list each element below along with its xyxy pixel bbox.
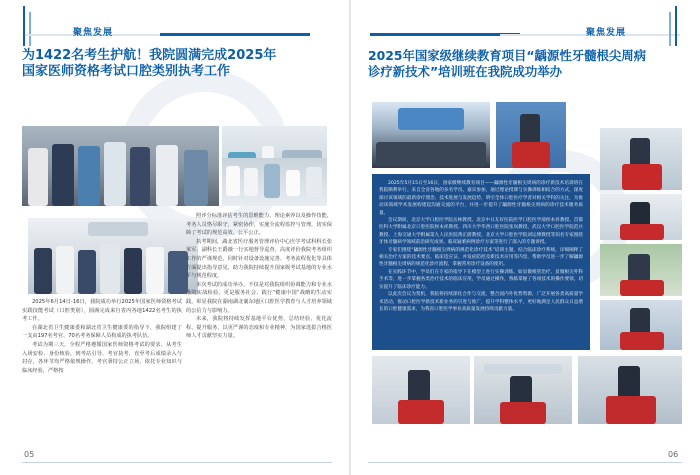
footer-rule (22, 462, 332, 463)
paragraph: 2025年5月15日至16日，国家级继续教育项目——龋源性牙髓根尖周病的诊疗新技术培训班在我院顺利举行。来自全省各地的多名学员、嘉宾参加，通过理论授课与实操训练相结合的方式，深度探讨该领域的最新诊疗理念、技术进展与发展趋势，明引全体口腔医疗学者对相关学科的关注，为推动该领域学术发展构建起沟通交流的平台，并进一步提升了龋源性牙髓根尖周病的诊疗技术服务质量。 (379, 181, 583, 216)
photo-speaker-5 (600, 300, 682, 350)
photo-lecture-hall (372, 102, 490, 168)
header-accent (160, 33, 310, 36)
paragraph: 执考期间，湖北省医疗服务管理评价中心医学考试科科长张莱军、副科长王爵薇一行实地督导巡查，高度评价我院考务组织工作的严谨规范，同时针对设备设施完善、考务流程优化等具体方面提出指导意见，助力我院持续提升国家级考试基地的专业水平与规范程度。 (186, 238, 332, 280)
paragraph: 以此次会议为契机，我院将持续深化合作与交流，整合国内外优势资源，广泛开展各类高质量学术活动，推动口腔医学新技术新业务的引进与推广，提升学科整体水平，更好地满足人民群众日益增长的口腔健康需求，为我省口腔医学事业高质量发展持续贡献力量。 (379, 292, 583, 312)
photo-speaker-6 (372, 356, 470, 424)
paragraph: 在湖北省卫生健康委和湖北省卫生健康委的指导下，我院组建了一支由197名考官、70名考务保障人员构成的执考队伍。 (22, 324, 182, 340)
title-line-2: 国家医师资格考试口腔类别执考工作 (22, 64, 231, 79)
article-title (368, 48, 694, 80)
paragraph: 在实践环节中，学员们在专家的指导下在模型上进行实操训练，如显微根管治疗、显微根尖外科手术等，进一步掌握各类治疗技术的临床应用，学员通过操作，熟练掌握了各项技术的操作要领，切实提升了临床诊疗能力。 (379, 269, 583, 290)
paragraph: 会议期间，北京大学口腔医学院岳林教授、北京中日友好医院医学口腔医学部侯本祥教授、首都医科大学附属北京口腔医院侯本祥教授、四川大学华西口腔医院张岚教授、武汉大学口腔医学院范兵教授、上海交通大学附属第九人民医院黄正蔚教授、北京大学口腔医学院刘运博教授等知名专家围绕牙体牙髓病学领域前沿研究成果、临床疑难病例诊疗方案等进行了深入的专题讲授。 (379, 218, 583, 246)
section-label: 聚焦发展 (586, 28, 627, 38)
paragraph: 专家们围绕“龋源性牙髓根尖周病的规范化诊疗技术”培训主题，结合临床诊疗系统，详细阐释了相关治疗方案的技术要点、临床适应证、并发症防控及新技术应用等内容，帮助学员进一步了解龋源性牙髓根尖周病的规范化诊疗流程，掌握常用诊疗设备的使用。 (379, 247, 583, 268)
photo-group-ceremony (28, 218, 198, 294)
photo-exam-stations (222, 158, 327, 206)
photo-examiners (22, 126, 219, 206)
photo-speaker-3 (600, 194, 682, 240)
article-text-box (372, 174, 590, 350)
article-body-column-1 (22, 298, 182, 375)
section-label: 聚焦发展 (73, 28, 114, 38)
footer-rule (368, 462, 682, 463)
title-line-2: 诊疗新技术”培训班在我院成功举办 (368, 64, 563, 79)
photo-speaker-7 (474, 356, 572, 424)
paragraph: 未来，我院将持续发挥基地平台优势，总结经验、优化流程、提升服务，以更严谨的态度和专业精神，为国家选拔合格医师人才贡献坚实力量。 (186, 316, 332, 340)
article-body-column-2 (186, 212, 332, 341)
paragraph: 2025年6月14日-16日，我院成功举行2025年国家医师资格考试实践技能考试（口腔类别），圆满完成来自省内各地1422名考生的执考工作。 (22, 299, 182, 323)
page-number: 06 (668, 450, 679, 459)
photo-speaker-4 (600, 244, 682, 296)
photo-speaker-8 (578, 356, 682, 424)
photo-speaker-podium-2 (600, 128, 682, 190)
corner-decoration-left (20, 6, 38, 46)
paragraph: 考试为期三天，全程严格遵循国家医师资格考试的要求，从考生入场安检、身份核验，到考站引导、考官执考，直至考后成绩录入与封存，各环节均严格依规操作。考官秉持公正立场，依托专业知识与临床经验，严格按 (22, 341, 182, 374)
corner-decoration-right (666, 6, 684, 46)
header-accent (370, 33, 520, 36)
title-line-1: 为1422名考生护航！我院圆满完成2025年 (22, 48, 277, 63)
paragraph: 本次考试的成功举办，不仅是对我院组织协调能力和专业水准的实战检验，更是服务社会、践行“健康中国”战略的生动实践。彰显我院在湖南湖北襄东地区口腔医学教育与人才培养领域的公信力与影响力。 (186, 281, 332, 314)
page-number: 05 (24, 450, 35, 459)
paragraph: 照评分标准评估考生的思维能力、理论素养以及操作技能，考务人员恪尽职守，紧密协作，实施全流程监控与管理，切实保障了考试的规范高效、公平公正。 (186, 213, 332, 237)
article-title (22, 48, 342, 80)
page-right (350, 0, 700, 475)
title-line-1: 2025年国家级继续教育项目“龋源性牙髓根尖周病 (368, 48, 647, 63)
photo-speaker-podium-1 (496, 102, 566, 168)
